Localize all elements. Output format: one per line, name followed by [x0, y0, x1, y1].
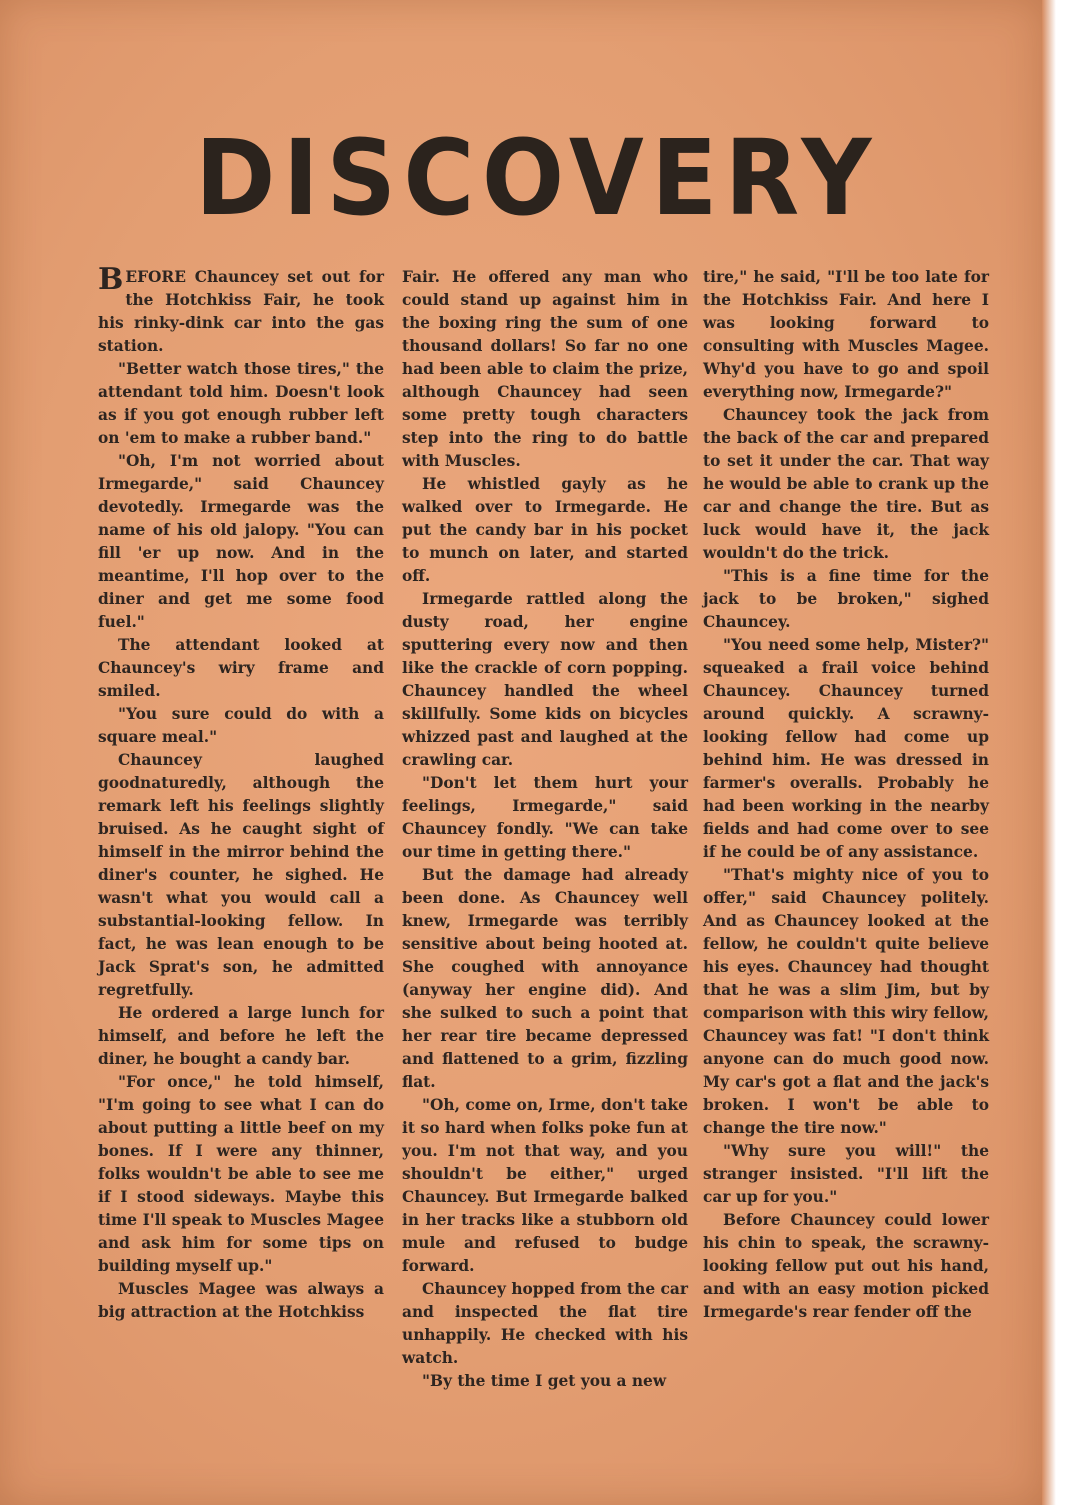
paragraph: "You sure could do with a square meal."	[98, 705, 384, 746]
paragraph: He whistled gayly as he walked over to Irmegarde. He put the candy bar in his pocket to munch on later, and started off.	[402, 475, 688, 585]
text-column-2	[402, 266, 688, 1393]
paragraph: The attendant looked at Chauncey's wiry frame and smiled.	[98, 636, 384, 700]
paragraph: "By the time I get you a new	[422, 1372, 667, 1390]
paragraph: Fair. He offered any man who could stand up against him in the boxing ring the sum of one thousand dollars! So far no one had been able to claim the prize, although Chauncey had seen some pretty tough characters step into the ring to do battle with Muscles.	[402, 268, 688, 470]
paragraph: "Why sure you will!" the stranger insisted. "I'll lift the car up for you."	[703, 1142, 989, 1206]
paragraph: Muscles Magee was always a big attraction at the Hotchkiss	[98, 1280, 384, 1321]
paragraph: But the damage had already been done. As Chauncey well knew, Irmegarde was terribly sensitive about being hooted at. She coughed with annoyance (anyway her engine did). And she sulked to such a point that her rear tire became depressed and flattened to a grim, fizzling flat.	[402, 866, 688, 1091]
paragraph: "Better watch those tires," the attendant told him. Doesn't look as if you got enough rubber left on 'em to make a rubber band."	[98, 360, 384, 447]
paragraph: "You need some help, Mister?" squeaked a frail voice behind Chauncey. Chauncey turned around quickly. A scrawny-looking fellow had come up behind him. He was dressed in farmer's overalls. Probably he had been working in the nearby fields and had come over to see if he could be of any assistance.	[703, 636, 989, 861]
paragraph: Before Chauncey could lower his chin to speak, the scrawny-looking fellow put out his hand, and with an easy motion picked Irmegarde's rear fender off the	[703, 1211, 989, 1321]
paragraph: He ordered a large lunch for himself, and before he left the diner, he bought a candy bar.	[98, 1004, 384, 1068]
text-column-3	[703, 266, 989, 1324]
paragraph: Chauncey took the jack from the back of the car and prepared to set it under the car. That way he would be able to crank up the car and change the tire. But as luck would have it, the jack wouldn't do the trick.	[703, 406, 989, 562]
paragraph: Chauncey laughed goodnaturedly, although the remark left his feelings slightly bruised. As he caught sight of himself in the mirror behind the diner's counter, he sighed. He wasn't what you would call a substantial-looking fellow. In fact, he was lean enough to be Jack Sprat's son, he admitted regretfully.	[98, 751, 384, 999]
text-column-1	[98, 262, 384, 1324]
paragraph: "That's mighty nice of you to offer," said Chauncey politely. And as Chauncey looked at the fellow, he couldn't quite believe his eyes. Chauncey had thought that he was a slim Jim, but by comparison with this wiry fellow, Chauncey was fat! "I don't think anyone can do much good now. My car's got a flat and the jack's broken. I won't be able to change the tire now."	[703, 866, 989, 1137]
paragraph: "Oh, come on, Irme, don't take it so hard when folks poke fun at you. I'm not that way, and you shouldn't be either," urged Chauncey. But Irmegarde balked in her tracks like a stubborn old mule and refused to budge forward.	[402, 1096, 688, 1275]
paragraph: Chauncey hopped from the car and inspected the flat tire unhappily. He checked with his watch.	[402, 1280, 688, 1367]
paragraph: Irmegarde rattled along the dusty road, her engine sputtering every now and then like the crackle of corn popping. Chauncey handled the wheel skillfully. Some kids on bicycles whizzed past and laughed at the crawling car.	[402, 590, 688, 769]
paragraph: "Oh, I'm not worried about Irmegarde," said Chauncey devotedly. Irmegarde was the name of his old jalopy. "You can fill 'er up now. And in the meantime, I'll hop over to the diner and get me some food fuel."	[98, 452, 384, 631]
paragraph: tire," he said, "I'll be too late for the Hotchkiss Fair. And here I was looking forward to consulting with Muscles Magee. Why'd you have to go and spoil everything now, Irmegarde?"	[703, 268, 989, 401]
drop-cap: B	[98, 262, 124, 297]
story-title: DISCOVERY	[195, 117, 879, 239]
paragraph: "For once," he told himself, "I'm going to see what I can do about putting a little beef on my bones. If I were any thinner, folks wouldn't be able to see me if I stood sideways. Maybe this time I'll speak to Muscles Magee and ask him for some tips on building myself up."	[98, 1073, 384, 1275]
paragraph: "Don't let them hurt your feelings, Irmegarde," said Chauncey fondly. "We can take our time in getting there."	[402, 774, 688, 861]
paragraph: "This is a fine time for the jack to be broken," sighed Chauncey.	[703, 567, 989, 631]
paragraph-text: EFORE Chauncey set out for the Hotchkiss Fair, he took his rinky-dink car into the gas station.	[98, 268, 384, 355]
paragraph	[98, 262, 384, 358]
